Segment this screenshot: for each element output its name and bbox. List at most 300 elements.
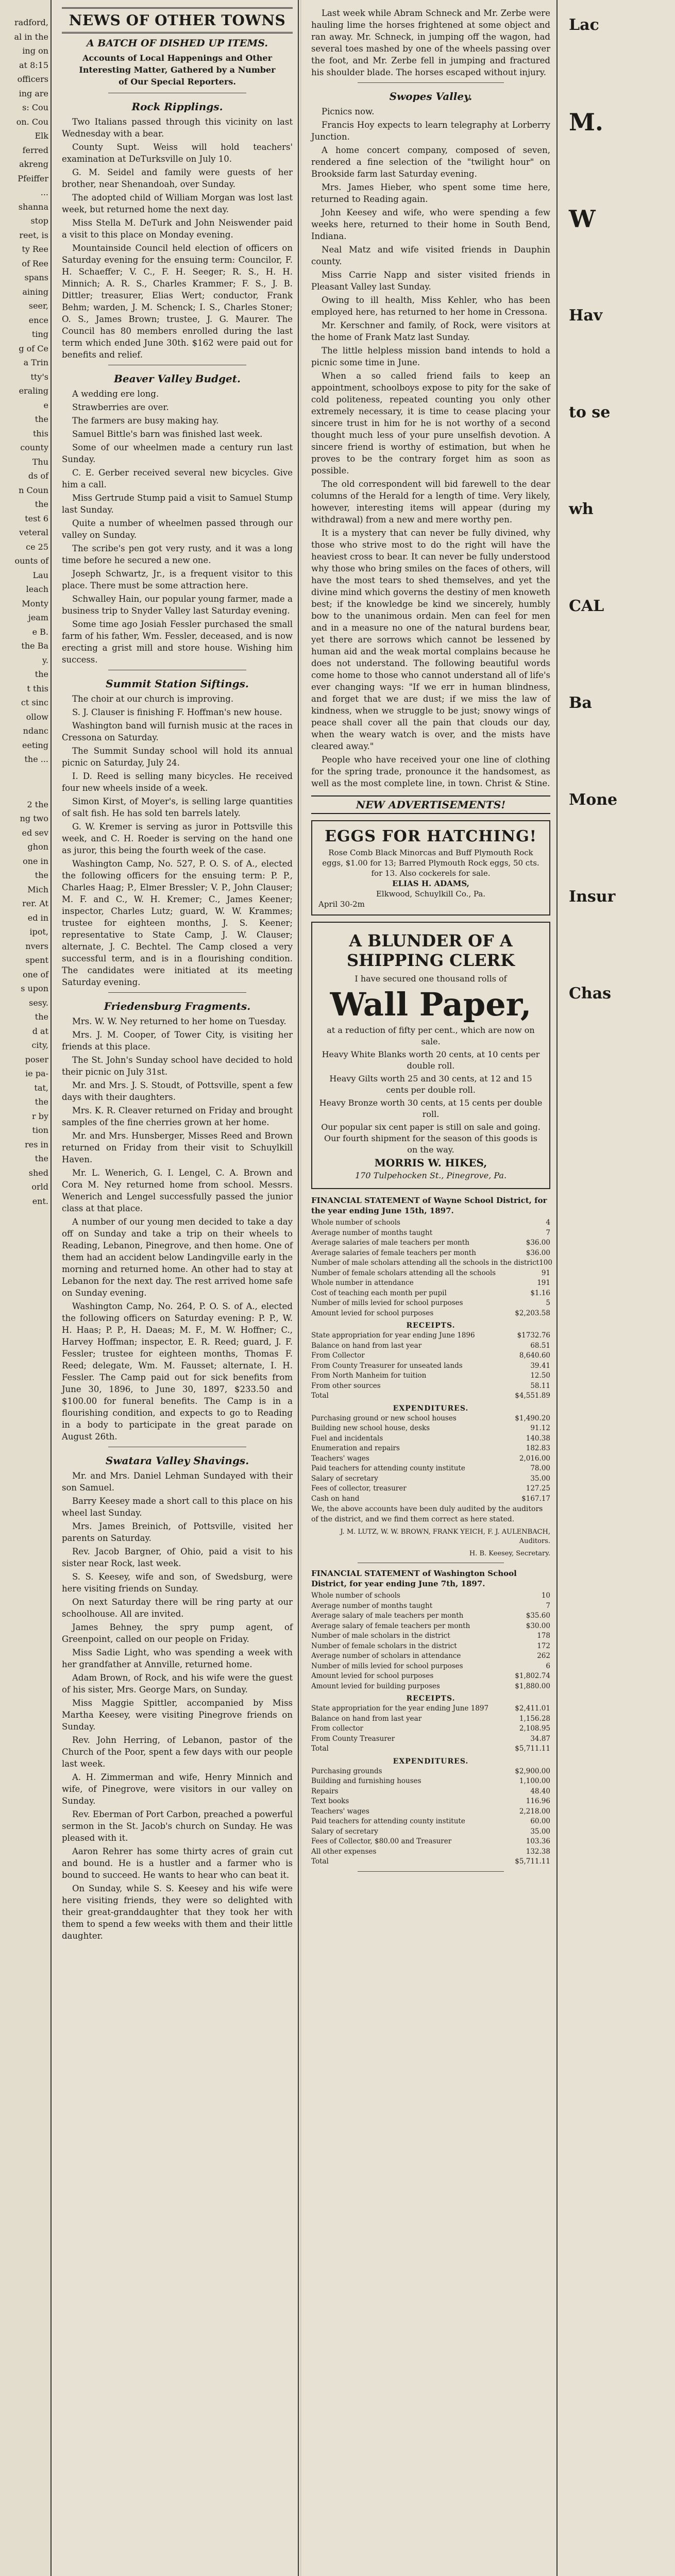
right-fragment: to se [569, 403, 611, 421]
right-fragment: CAL [569, 597, 604, 615]
news-item: Mrs. K. R. Cleaver returned on Friday and brought samples of the fine cherries grown at her home. [62, 1106, 293, 1127]
statement-amount: 182.83 [526, 1444, 550, 1452]
statement-row [311, 1464, 550, 1474]
statement-label: Total [311, 1392, 329, 1400]
statement-row [311, 1724, 550, 1734]
news-item: Mr. and Mrs. J. S. Stoudt, of Pottsville, spent a few days with their daughters. [62, 1080, 293, 1102]
statement-amount: 35.00 [530, 1827, 550, 1836]
statement-row [311, 1371, 550, 1381]
news-item: Quite a number of wheelmen passed through our valley on Sunday. [62, 518, 293, 540]
news-item: Schwalley Hain, our popular young farmer, made a business trip to Snyder Valley last Saturday evening. [62, 594, 293, 616]
left-fragment: the ... [24, 754, 48, 764]
news-item: The old correspondent will bid farewell to the dear columns of the Herald for a length of time. Very likely, however, interesting items will appear (during my withdrawal) from a new and mere worthy pen. [311, 479, 550, 524]
news-item: Washington band will furnish music at the races in Cressona on Saturday. [62, 721, 293, 742]
statement-amount: 127.25 [526, 1484, 550, 1493]
left-fragment: this [32, 428, 48, 438]
statement-amount: 68.51 [530, 1341, 550, 1350]
left-fragment: ing are [19, 88, 48, 98]
news-column-b [305, 0, 558, 2576]
statement-amount: $2,203.58 [515, 1309, 550, 1317]
statement-row [311, 1847, 550, 1857]
statement-row [311, 1641, 550, 1652]
news-item: A wedding ere long. [72, 389, 159, 399]
news-item: Rev. Jacob Bargner, of Ohio, paid a visit to his sister near Rock, last week. [62, 1547, 293, 1568]
statement-row [311, 1601, 550, 1612]
statement-label: Salary of secretary [311, 1474, 378, 1483]
statement-amount: 91.12 [530, 1424, 550, 1432]
statement-amount: $4,551.89 [515, 1392, 550, 1400]
left-fragment: s: Cou [22, 103, 48, 112]
news-item: Strawberries are over. [72, 402, 169, 412]
statement-amount: 116.96 [526, 1797, 550, 1805]
statement-row [311, 1444, 550, 1454]
egg-ad-place: Elkwood, Schuylkill Co., Pa. [376, 889, 486, 899]
news-item: Mr. and Mrs. Daniel Lehman Sundayed with their son Samuel. [62, 1471, 293, 1493]
statement-label: State appropriation for year ending June 1896 [311, 1331, 475, 1340]
statement-amount: 10 [541, 1591, 550, 1600]
left-fragment: the [35, 669, 48, 679]
statement-row [311, 1351, 550, 1361]
statement-label: Whole number of schools [311, 1218, 400, 1227]
left-fragment: test 6 [25, 513, 48, 523]
news-item: Samuel Bittle's barn was finished last week. [72, 429, 263, 439]
statement-row [311, 1631, 550, 1641]
statement-row [311, 1682, 550, 1692]
statement-label: Number of mills levied for school purposes [311, 1299, 463, 1307]
news-item: The Summit Sunday school will hold its annual picnic on Saturday, July 24. [62, 746, 293, 768]
statement-amount: 6 [546, 1662, 550, 1670]
expenditures-heading: EXPENDITURES. [393, 1757, 469, 1766]
wallpaper-ad-line2: Heavy White Blanks worth 20 cents, at 10 cents per double roll. [322, 1049, 540, 1071]
left-fragment: the Ba [21, 641, 48, 651]
left-fragment: akreng [19, 159, 48, 169]
statement-row [311, 1434, 550, 1444]
news-item: When a so called friend fails to keep an appointment, schoolboys expose to pity for the sake of cold politeness, repeated counting you only other extremely necessary, it is time to cease placing your sincere trust in him for he is not worthy of a second thought much less of your pure unselfish devotion. A sincere friend is worthy of estimation, but when he proves to be the contrary forget him as soon as possible. [311, 371, 550, 476]
left-fragment: reet, is [19, 230, 48, 240]
news-item: Miss Carrie Napp and sister visited friends in Pleasant Valley last Sunday. [311, 270, 550, 292]
wallpaper-ad-intro: I have secured one thousand rolls of [355, 974, 507, 984]
statement-row [311, 1474, 550, 1484]
statement-label: Building and furnishing houses [311, 1777, 421, 1785]
statement-amount: 1,156.28 [519, 1714, 550, 1723]
statement-amount: $36.00 [526, 1248, 550, 1257]
egg-advertisement [311, 820, 550, 916]
left-fragment: ghon [27, 842, 48, 852]
statement-label: Amount levied for building purposes [311, 1682, 440, 1690]
statement-label: Average salaries of female teachers per month [311, 1248, 476, 1257]
news-item: Miss Maggie Spittler, accompanied by Miss Martha Keesey, were visiting Pinegrove friends on Sunday. [62, 1698, 293, 1732]
new-advertisements-heading: NEW ADVERTISEMENTS! [311, 795, 550, 814]
news-item: Mr. and Mrs. Hunsberger, Misses Reed and Brown returned on Friday from their visit to Schuylkill Haven. [62, 1131, 293, 1164]
news-item: I. D. Reed is selling many bicycles. He received four new wheels inside of a week. [62, 771, 293, 793]
statement-row [311, 1734, 550, 1744]
statement-label: From County Treasurer for unseated lands [311, 1361, 463, 1370]
left-fragment: leach [26, 584, 48, 594]
wallpaper-ad-line1: at a reduction of fifty per cent., which are now on sale. [327, 1025, 535, 1046]
statement-label: Enumeration and repairs [311, 1444, 400, 1452]
egg-ad-name: ELIAS H. ADAMS, [392, 879, 469, 888]
wallpaper-ad-line4: Heavy Bronze worth 30 cents, at 15 cents per double roll. [319, 1098, 543, 1119]
news-item: Mrs. James Hieber, who spent some time here, returned to Reading again. [311, 182, 550, 204]
left-fragment: y. [42, 655, 48, 665]
news-item: C. E. Gerber received several new bicycles. Give him a call. [62, 468, 293, 489]
left-fragment: shanna [18, 201, 48, 212]
left-fragment: officers [17, 74, 48, 84]
statement-amount: 2,218.00 [519, 1807, 550, 1816]
left-fragment: one of [22, 969, 48, 979]
right-fragment: Insur [569, 888, 616, 906]
statement-row [311, 1309, 550, 1319]
statement-row [311, 1248, 550, 1259]
left-fragment: tty's [30, 371, 48, 382]
statement-label: Repairs [311, 1787, 339, 1795]
statement-row [311, 1787, 550, 1797]
news-item: County Supt. Weiss will hold teachers' examination at DeTurksville on July 10. [62, 142, 293, 164]
statement-label: Salary of secretary [311, 1827, 378, 1836]
left-fragment: Elk [35, 131, 48, 141]
left-fragment: ce 25 [26, 541, 48, 552]
news-item: Rev. John Herring, of Lebanon, pastor of the Church of the Poor, spent a few days with our people last week. [62, 1735, 293, 1769]
left-fragment: ty Ree [22, 244, 48, 254]
news-item: G. M. Seidel and family were guests of her brother, near Shenandoah, over Sunday. [62, 167, 293, 189]
statement-label: Cash on hand [311, 1494, 360, 1503]
left-fragment: d at [32, 1026, 48, 1036]
statement-label: Whole number of schools [311, 1591, 400, 1600]
left-fragment: ed sev [22, 827, 48, 838]
statement-row [311, 1454, 550, 1464]
statement-row [311, 1704, 550, 1714]
left-fragment: s upon [21, 984, 48, 993]
statement-label: Building new school house, desks [311, 1424, 430, 1432]
news-item: Last week while Abram Schneck and Mr. Zerbe were hauling lime the horses frightened at some object and ran away. Mr. Schneck, in jumping off the wagon, had several toes mashed by one of the wheels passing over the foot, and Mr. Zerbe fell in jumping and fractured his shoulder blade. The horses escaped without injury. [311, 8, 550, 77]
statement-label: Average salary of female teachers per month [311, 1621, 470, 1630]
news-item: Miss Gertrude Stump paid a visit to Samuel Stump last Sunday. [62, 493, 293, 515]
statement-row [311, 1391, 550, 1401]
statement-amount: $1,802.74 [515, 1672, 550, 1680]
left-fragment: county [20, 443, 48, 452]
statement-amount: 100 [539, 1259, 552, 1267]
statement-row [311, 1797, 550, 1807]
statement-label: Whole number in attendance [311, 1279, 414, 1287]
section-heading: Rock Ripplings. [131, 100, 223, 113]
news-item: Mrs. J. M. Cooper, of Tower City, is visiting her friends at this place. [62, 1030, 293, 1052]
statement-amount: 103.36 [526, 1837, 550, 1845]
financial-statement-washington [311, 1568, 550, 1872]
statement-row [311, 1218, 550, 1228]
news-item: People who have received your one line of clothing for the spring trade, pronounce it the handsomest, as well as the most complete line, in town. Christ & Stine. [311, 755, 550, 788]
right-cutoff-column [564, 0, 675, 2576]
statement-amount: 35.00 [530, 1474, 550, 1483]
divider [108, 992, 246, 993]
statement-amount: 60.00 [530, 1817, 550, 1825]
statement-row [311, 1817, 550, 1827]
left-fragment: jeam [28, 613, 48, 622]
statement-amount: $35.60 [526, 1612, 550, 1620]
left-fragment: al in the [14, 31, 48, 42]
statement-note: We, the above accounts have been duly audited by the auditors of the district, and we find them correct as here stated. [311, 1505, 543, 1523]
statement-amount: $1,880.00 [515, 1682, 550, 1690]
news-item: Some time ago Josiah Fessler purchased the small farm of his father, Wm. Fessler, deceased, and is now erecting a grist mill and store house. Wishing him success. [62, 619, 293, 665]
statement-row [311, 1776, 550, 1787]
news-item: The scribe's pen got very rusty, and it was a long time before he secured a new one. [62, 544, 293, 565]
statement-amount: $5,711.11 [515, 1857, 550, 1866]
sections-a [62, 100, 293, 1942]
news-item: The farmers are busy making hay. [72, 416, 219, 426]
news-item: Adam Brown, of Rock, and his wife were the guest of his sister, Mrs. George Mars, on Sunday. [62, 1673, 293, 1694]
statement-row [311, 1662, 550, 1672]
statement-label: Balance on hand from last year [311, 1714, 422, 1723]
statement-label: Teachers' wages [311, 1807, 369, 1816]
news-item: Neal Matz and wife visited friends in Dauphin county. [311, 245, 550, 266]
left-fragment: ie pa- [25, 1069, 48, 1078]
left-fragment: ounts of [14, 556, 48, 566]
left-fragment: radford, [14, 18, 48, 27]
statement-amount: $1.16 [530, 1289, 550, 1297]
statement-amount: $1732.76 [517, 1331, 550, 1340]
statement-row [311, 1289, 550, 1299]
news-item: The St. John's Sunday school have decided to hold their picnic on July 31st. [62, 1055, 293, 1077]
wallpaper-ad-merchant: MORRIS W. HIKES, [374, 1157, 487, 1169]
left-fragment: spans [24, 273, 48, 282]
statement-label: Total [311, 1857, 329, 1866]
news-column-a [57, 0, 299, 2576]
left-fragment: the [35, 870, 48, 880]
left-fragment: Monty [22, 598, 48, 608]
left-fragment: shed [28, 1167, 48, 1178]
statement-label: Paid teachers for attending county institute [311, 1817, 465, 1825]
left-fragment: ipot, [29, 927, 48, 937]
news-item: On Sunday, while S. S. Keesey and his wife were here visiting friends, they were so delighted with their great-granddaughter that they took her with them to spend a few weeks with them and their little daughter. [62, 1884, 293, 1941]
left-fragment: t this [27, 683, 48, 693]
statement-amount: 8,640.60 [519, 1351, 550, 1360]
statement-label: Teachers' wages [311, 1454, 369, 1463]
right-fragment: M. [569, 108, 603, 136]
statement-amount: 178 [537, 1632, 550, 1640]
left-fragment: 2 the [27, 799, 48, 809]
divider [358, 82, 504, 83]
statement-title: FINANCIAL STATEMENT of Wayne School District, for the year ending June 15th, 1897. [311, 1196, 547, 1215]
statement-row [311, 1298, 550, 1309]
masthead-title: NEWS OF OTHER TOWNS [62, 7, 293, 33]
section-heading: Swopes Valley. [389, 90, 472, 103]
statement-row [311, 1381, 550, 1392]
statement-amount: $30.00 [526, 1621, 550, 1630]
section-heading: Swatara Valley Shavings. [105, 1454, 249, 1467]
news-item: S. J. Clauser is finishing F. Hoffman's new house. [72, 707, 282, 717]
news-item: A. H. Zimmerman and wife, Henry Minnich and wife, of Pinegrove, were visitors in our valley on Sunday. [62, 1772, 293, 1806]
left-fragment: ting [31, 329, 48, 339]
intro-b [311, 7, 550, 83]
divider [358, 1871, 504, 1872]
left-fragment: sesy. [29, 997, 48, 1008]
left-fragment: g of Ce [19, 343, 48, 353]
financial-statement-wayne [311, 1195, 550, 1563]
statement-amount: $167.17 [521, 1494, 550, 1503]
left-fragment: ndanc [23, 726, 48, 736]
right-fragment: Chas [569, 985, 612, 1003]
left-fragment: tat, [34, 1082, 48, 1093]
news-item: Miss Sadie Light, who was spending a week with her grandfather at Annville, returned home. [62, 1648, 293, 1669]
statement-amount: 140.38 [526, 1434, 550, 1443]
left-fragment: ds of [28, 471, 48, 481]
statement-amount: 78.00 [530, 1464, 550, 1472]
statement-row [311, 1671, 550, 1682]
statement-row [311, 1494, 550, 1504]
statement-label: Amount levied for school purposes [311, 1309, 434, 1317]
masthead-subtitle: A BATCH OF DISHED UP ITEMS. [87, 38, 268, 49]
news-item: Mr. Kerschner and family, of Rock, were visitors at the home of Frank Matz last Sunday. [311, 320, 550, 342]
news-item: Washington Camp, No. 264, P. O. S. of A., elected the following officers on Saturday evening: P. P., W. H. Haas; P. P., H. Daeas; M. F., M. W. Hoffner; C., Harvey Hoffman; inspector, E. R. Reed; guard, J. F. Fessler; trustee for eighteen months, Thomas F. Reed; delegate, Wm. M. Fausset; alternate, I. H. Fessler. The Camp paid out for sick benefits from June 30, 1896, to June 30, 1897, $233.50 and $100.00 for funeral benefits. The Camp is in a flourishing condition, and expects to go to Reading in a body to participate in the great parade on August 26th. [62, 1301, 293, 1442]
right-fragment: Lac [569, 16, 599, 34]
statement-label: Fees of Collector, $80.00 and Treasurer [311, 1837, 452, 1845]
news-item: S. S. Keesey, wife and son, of Swedsburg, were here visiting friends on Sunday. [62, 1572, 293, 1594]
news-item: Mr. L. Wenerich, G. I. Lengel, C. A. Brown and Cora M. Ney returned home from school. Messrs. Wenerich and Lengel successfully passed the junior class at that place. [62, 1168, 293, 1213]
left-fragment: the [35, 1097, 48, 1107]
statement-row [311, 1767, 550, 1777]
statement-label: From County Treasurer [311, 1734, 395, 1743]
statement-amount: $36.00 [526, 1239, 550, 1247]
left-fragment: ollow [26, 711, 48, 722]
statement-amount: 7 [546, 1601, 550, 1610]
statement-row [311, 1228, 550, 1239]
egg-ad-title: EGGS FOR HATCHING! [325, 827, 537, 845]
statement-amount: 5 [546, 1299, 550, 1307]
statement-amount: 48.40 [530, 1787, 550, 1795]
statement-row [311, 1361, 550, 1371]
statement-row [311, 1827, 550, 1837]
wallpaper-ad-line3: Heavy Gilts worth 25 and 30 cents, at 12 and 15 cents per double roll. [329, 1074, 532, 1095]
section-heading: Summit Station Siftings. [106, 677, 249, 690]
left-fragment: ... [40, 188, 48, 197]
left-fragment: Thu [32, 456, 48, 467]
news-item: Barry Keesey made a short call to this place on his wheel last Sunday. [62, 1496, 293, 1518]
statement-amount: 4 [546, 1218, 550, 1227]
news-item: G. W. Kremer is serving as juror in Pottsville this week, and C. H. Roeder is serving on the hand one as juror, this being the fourth week of the case. [62, 822, 293, 855]
statement-label: All other expenses [311, 1847, 377, 1856]
right-fragment: Ba [569, 694, 592, 712]
statement-row [311, 1258, 550, 1268]
news-item: Mrs. James Breinich, of Pottsville, visited her parents on Saturday. [62, 1521, 293, 1543]
statement-row [311, 1278, 550, 1289]
left-fragment: the [35, 499, 48, 509]
left-fragment: r by [31, 1111, 48, 1121]
statement-row [311, 1341, 550, 1351]
news-item: A number of our young men decided to take a day off on Sunday and take a trip on their wheels to Reading, Lebanon, Pinegrove, and then home. One of them had an accident below Landingville early in the morning and returned home. An other had to stay at Lebanon for the next day. The rest arrived home safe on Sunday evening. [62, 1217, 293, 1298]
section-heading: Beaver Valley Budget. [114, 372, 241, 385]
egg-ad-date: April 30-2m [318, 900, 365, 909]
left-fragment: ct sinc [21, 698, 48, 707]
wallpaper-advertisement [311, 922, 550, 1189]
left-fragment: orld [31, 1182, 48, 1192]
left-fragment: veteral [19, 528, 48, 537]
statement-label: Average salary of male teachers per month [311, 1612, 464, 1620]
left-fragment: Mich [27, 884, 48, 894]
statement-label: Number of male scholars attending all the schools in the district [311, 1259, 539, 1267]
statement-label: From other sources [311, 1381, 381, 1390]
statement-amount: $2,411.01 [515, 1704, 550, 1713]
news-item: Joseph Schwartz, Jr., is a frequent visitor to this place. There must be some attraction here. [62, 569, 293, 590]
news-item: A home concert company, composed of seven, rendered a fine selection of the "twilight hour" on Brookside farm last Saturday evening. [311, 145, 550, 179]
left-fragment: seer, [28, 301, 48, 311]
statement-label: Amount levied for school purposes [311, 1672, 434, 1680]
statement-amount: 132.38 [526, 1847, 550, 1856]
statement-amount: 1,100.00 [519, 1777, 550, 1785]
left-fragment: the [35, 1154, 48, 1163]
statement-amount: 39.41 [530, 1361, 550, 1370]
statement-row [311, 1651, 550, 1662]
left-fragment: n Coun [19, 485, 48, 495]
statement-label: Text books [311, 1797, 349, 1805]
statement-row [311, 1611, 550, 1621]
left-cutoff-column [0, 0, 52, 2576]
statement-amount: $1,490.20 [515, 1414, 550, 1422]
statement-label: Average number of scholars in attendance [311, 1652, 461, 1660]
left-fragment: Lau [32, 570, 48, 580]
left-fragment: one in [23, 856, 48, 866]
left-fragment: aining [22, 286, 48, 297]
statement-row [311, 1484, 550, 1494]
statement-amount: 7 [546, 1228, 550, 1237]
left-fragment: e B. [32, 626, 48, 637]
statement-row [311, 1268, 550, 1279]
statement-amount: 58.11 [530, 1381, 550, 1390]
news-item: Rev. Eberman of Port Carbon, preached a powerful sermon in the St. Jacob's church on Sunday. He was pleased with it. [62, 1809, 293, 1843]
statement-label: Paid teachers for attending county institute [311, 1464, 465, 1472]
statement-amount: 191 [537, 1279, 550, 1287]
left-fragment: the [35, 1012, 48, 1022]
news-item: John Keesey and wife, who were spending a few weeks here, returned to their home in South Bend, Indiana. [311, 208, 550, 241]
right-fragment: Hav [569, 307, 603, 325]
right-fragment: W [569, 205, 596, 233]
receipts-heading: RECEIPTS. [406, 1321, 455, 1330]
statement-label: Number of female scholars attending all the schools [311, 1268, 496, 1277]
statement-label: Number of female scholars in the district [311, 1641, 457, 1650]
left-fragment: at 8:15 [19, 60, 48, 70]
left-fragment: the [35, 414, 48, 424]
left-fragment: ing on [22, 46, 48, 56]
statement-label: Fuel and incidentals [311, 1434, 383, 1443]
statement-row [311, 1621, 550, 1632]
left-fragment: ence [28, 315, 48, 325]
left-fragment: e [43, 400, 48, 410]
news-item: Picnics now. [322, 107, 375, 116]
wallpaper-ad-address: 170 Tulpehocken St., Pinegrove, Pa. [355, 1171, 507, 1180]
news-item: James Behney, the spry pump agent, of Greenpoint, called on our people on Friday. [62, 1622, 293, 1644]
statement-row [311, 1238, 550, 1248]
news-item: Mrs. W. W. Ney returned to her home on Tuesday. [72, 1016, 286, 1026]
left-fragment: eeting [22, 740, 48, 750]
news-item: On next Saturday there will be ring party at our schoolhouse. All are invited. [62, 1597, 293, 1619]
statement-amount: $5,711.11 [515, 1744, 550, 1753]
right-fragment: Mone [569, 791, 618, 809]
egg-ad-body: Rose Comb Black Minorcas and Buff Plymouth Rock eggs, $1.00 for 13; Barred Plymouth Rock eggs, 50 cts. for 13. Also cockerels for sale. [322, 848, 539, 878]
masthead-deck: Accounts of Local Happenings and Other Interesting Matter, Gathered by a Number of Our Special Reporters. [79, 53, 276, 87]
statement-row [311, 1837, 550, 1847]
statement-row [311, 1807, 550, 1817]
receipts-heading: RECEIPTS. [406, 1694, 455, 1703]
right-fragment: wh [569, 500, 594, 518]
statement-amount: 262 [537, 1652, 550, 1660]
news-item: Washington Camp, No. 527, P. O. S. of A., elected the following officers for the ensuing term: P. P., Charles Haag; P., Elmer Bressler; V. P., John Clauser; M. F. and C., W. H. Kremer; C., James Keener; inspector, Charles Lutz; guard, W. W. Krammes; trustee for eighteen months, J. S. Keener; representative to State Camp, J. W. Clauser; alternate, J. C. Bechtel. The Camp closed a very successful term, and is in a flourishing condition. The candidates were initiated at its meeting Saturday evening. [62, 859, 293, 987]
left-fragment: rer. At [22, 899, 48, 908]
statement-amount: 2,016.00 [519, 1454, 550, 1463]
sections-b [311, 90, 550, 789]
statement-label: Balance on hand from last year [311, 1341, 422, 1350]
left-fragment: ent. [32, 1196, 48, 1206]
news-item: Francis Hoy expects to learn telegraphy at Lorberry Junction. [311, 120, 550, 142]
statement-row [311, 1423, 550, 1434]
statement-label: From Collector [311, 1351, 365, 1360]
